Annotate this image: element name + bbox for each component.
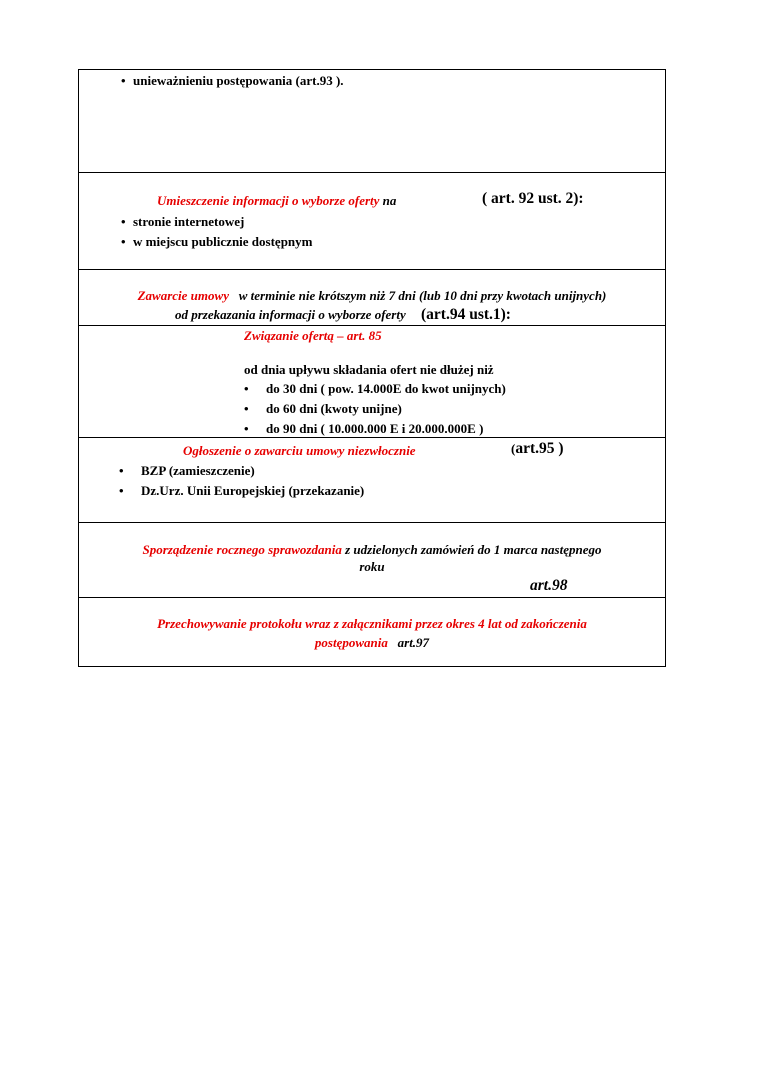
article-ref: art.98	[530, 577, 568, 594]
row-annual-report	[79, 523, 665, 598]
row-offer-info	[79, 173, 665, 270]
article-ref: (art.95 )	[511, 440, 564, 457]
list-item: • unieważnieniu postępowania (art.93 ).	[121, 73, 344, 88]
row-title: Sporządzenie rocznego sprawozdania	[142, 542, 342, 557]
list-item: • stronie internetowej	[121, 214, 245, 229]
row-archiving	[79, 598, 665, 668]
row-heading: Umieszczenie informacji o wyborze oferty na	[157, 193, 397, 208]
list-item: • BZP (zamieszczenie)	[119, 463, 255, 478]
row-line: Zawarcie umowy w terminie nie krótszym niż 7 dni (lub 10 dni przy kwotach unijnych)	[137, 288, 607, 303]
bullet-icon: •	[244, 421, 249, 436]
row-contract	[79, 270, 665, 326]
article-ref: (art.94 ust.1):	[421, 306, 511, 323]
row-binding	[79, 326, 665, 438]
row-title: Zawarcie umowy	[137, 288, 229, 303]
bullet-icon: •	[121, 234, 126, 249]
row-title: Związanie ofertą – art. 85	[244, 328, 382, 343]
row-title: Przechowywanie protokołu wraz z załącznikami przez okres 4 lat od zakończenia	[157, 616, 587, 631]
row-line: Sporządzenie rocznego sprawozdania z udzielonych zamówień do 1 marca następnego	[142, 542, 602, 557]
bullet-icon: •	[119, 463, 124, 478]
bullet-icon: •	[121, 73, 126, 88]
row-cancellation	[79, 70, 665, 173]
row-announcement	[79, 438, 665, 523]
bullet-icon: •	[244, 381, 249, 396]
list-item: • do 90 dni ( 10.000.000 E i 20.000.000E )	[244, 421, 484, 436]
row-line: od przekazania informacji o wyborze oferty (art.94 ust.1):	[175, 306, 511, 323]
row-line: roku	[359, 559, 385, 574]
list-item: • do 30 dni ( pow. 14.000E do kwot unijnych)	[244, 381, 506, 396]
procedure-table	[78, 69, 666, 667]
bullet-icon: •	[119, 483, 124, 498]
row-title: Umieszczenie informacji o wyborze oferty	[157, 193, 380, 208]
bullet-icon: •	[244, 401, 249, 416]
row-line: postępowania art.97	[314, 635, 430, 650]
article-ref: ( art. 92 ust. 2):	[482, 190, 584, 207]
row-intro: od dnia upływu składania ofert nie dłużej niż	[244, 362, 494, 377]
list-item: • do 60 dni (kwoty unijne)	[244, 401, 402, 416]
article-ref: art.97	[397, 635, 430, 650]
list-item: • Dz.Urz. Unii Europejskiej (przekazanie)	[119, 483, 365, 498]
bullet-icon: •	[121, 214, 126, 229]
row-title: Ogłoszenie o zawarciu umowy niezwłocznie	[183, 443, 416, 458]
list-item: • w miejscu publicznie dostępnym	[121, 234, 313, 249]
